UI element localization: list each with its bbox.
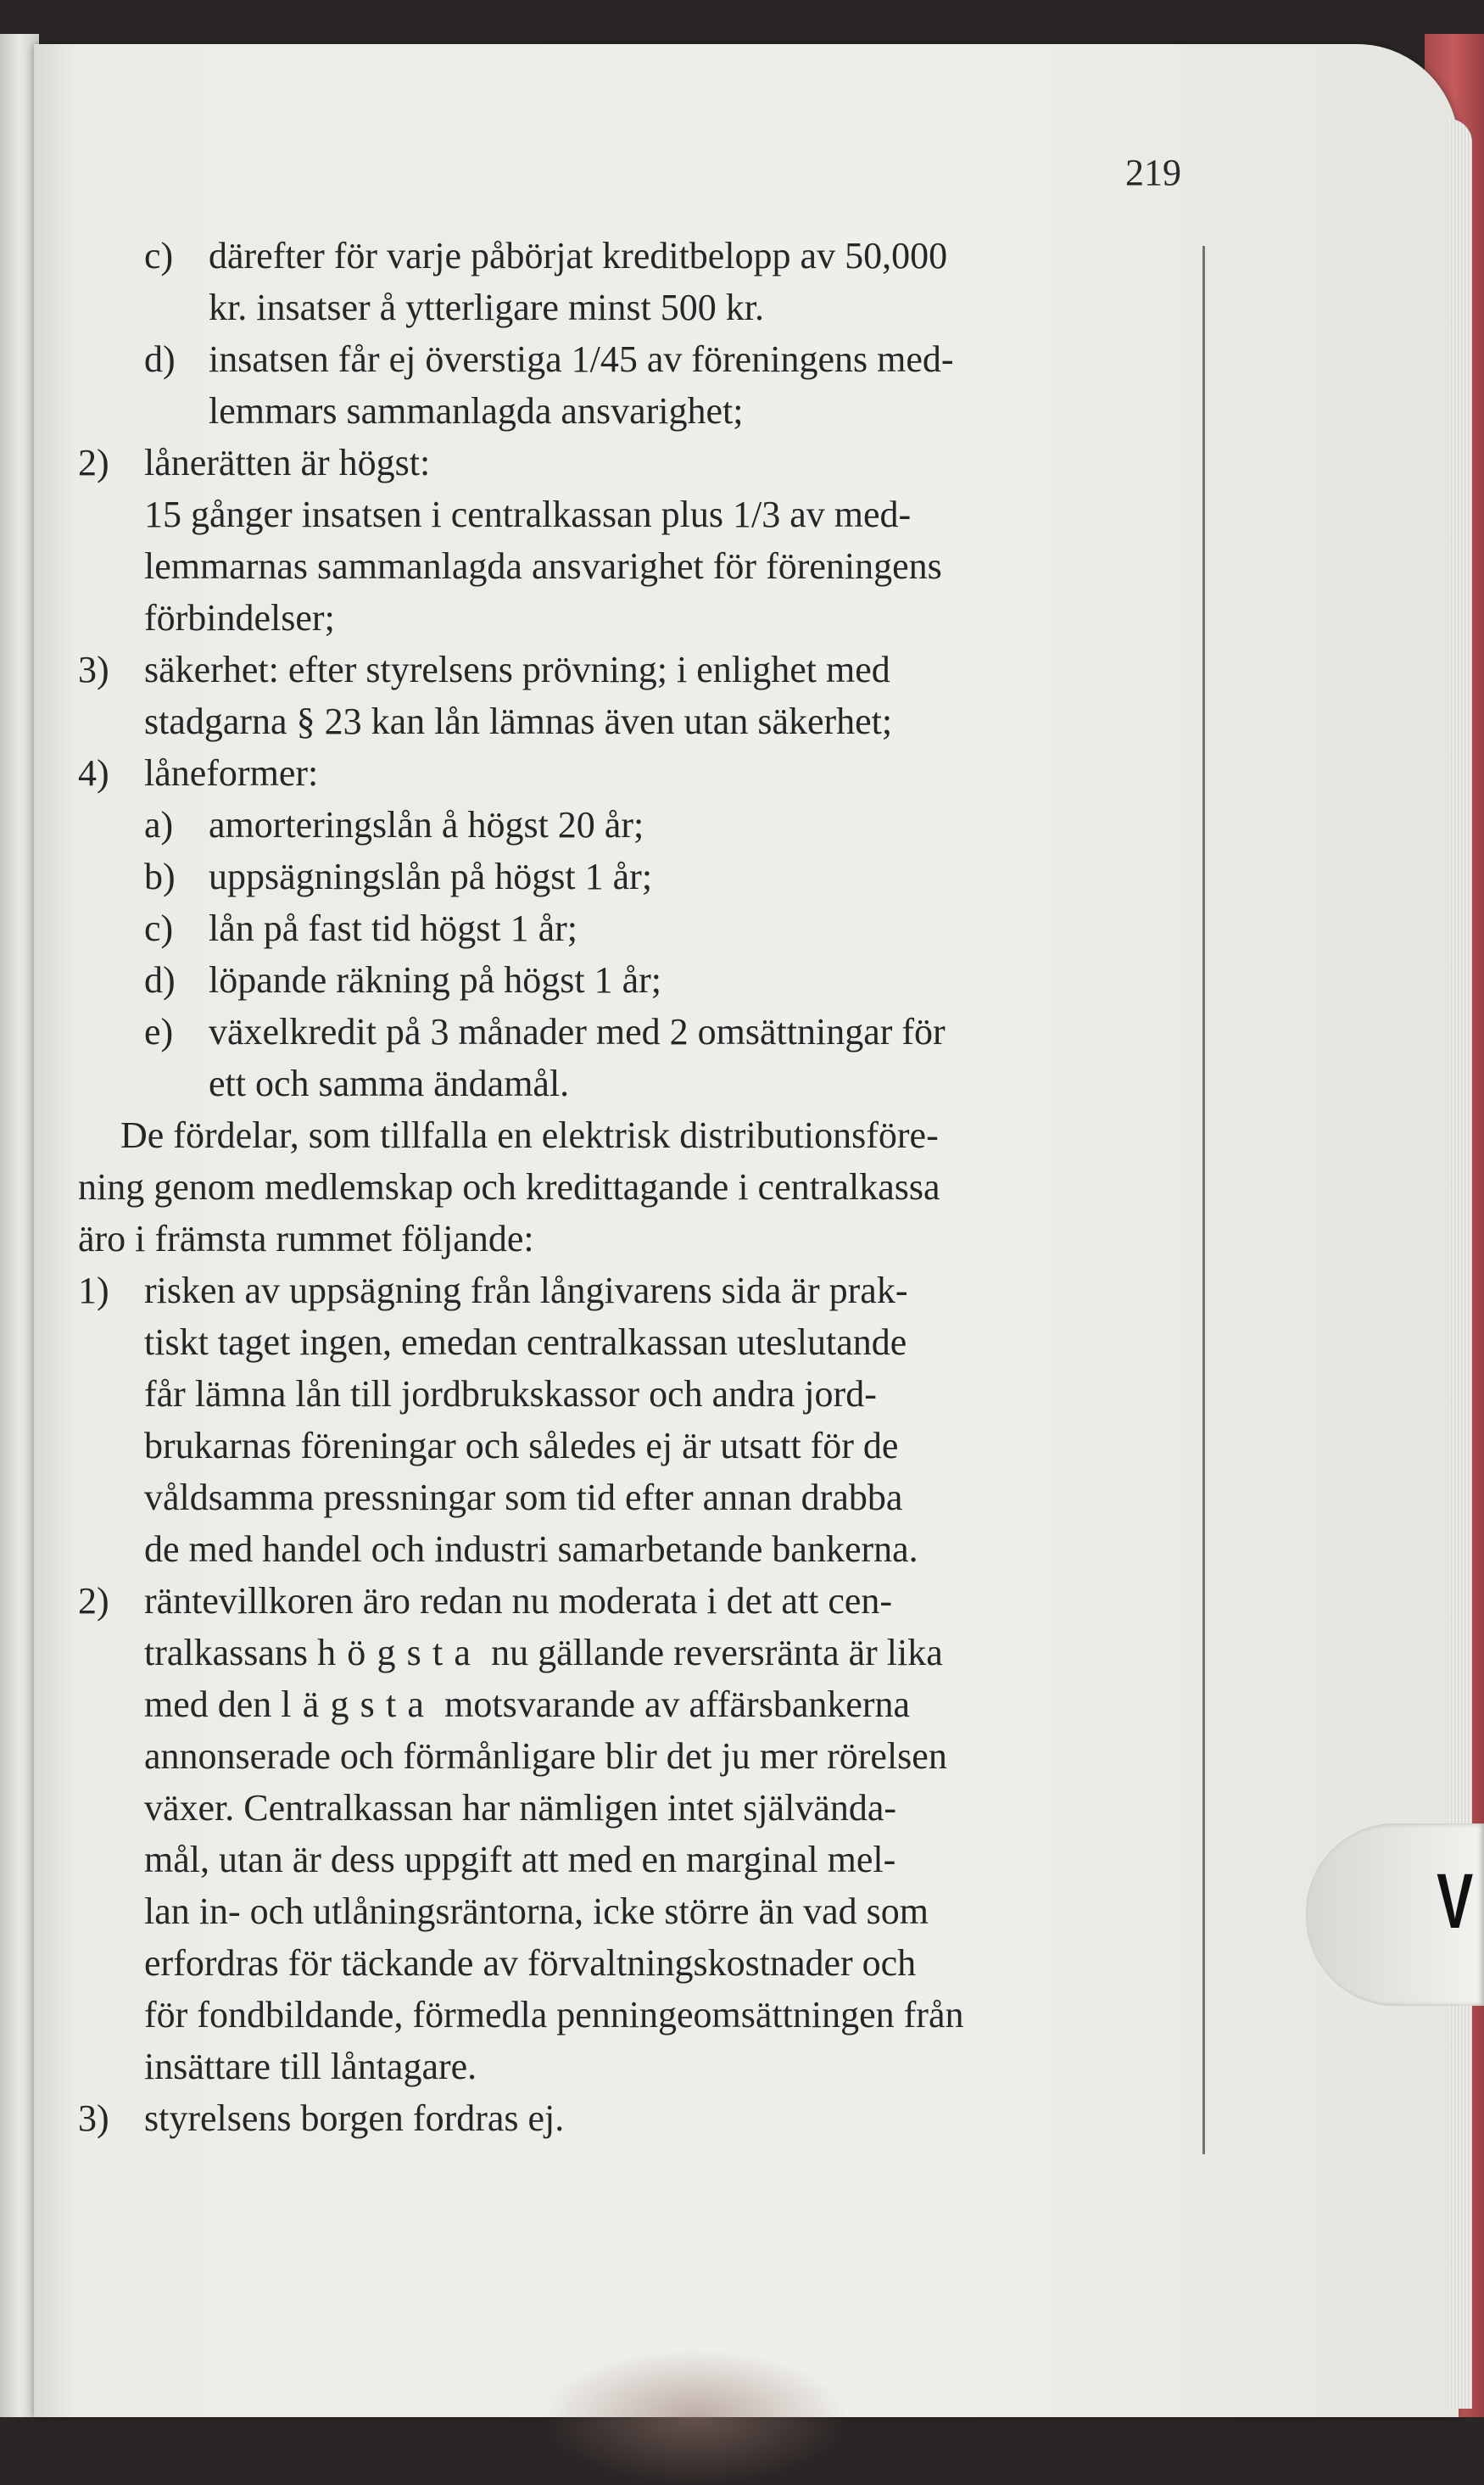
line-text: mål, utan är dess uppgift att med en marginal mel- (144, 1839, 896, 1880)
line-text: uppsägningslån på högst 1 år; (209, 856, 653, 897)
page-stack-edge (1448, 119, 1472, 2409)
page-number: 219 (1125, 152, 1181, 193)
list-marker: 4) (78, 752, 109, 794)
list-marker: c) (144, 235, 174, 276)
thumb-index-letter: V (1437, 1858, 1474, 1945)
line-text: de med handel och industri samarbetande bankerna. (144, 1528, 918, 1570)
list-marker: 2) (78, 1580, 109, 1622)
line-text: lånerätten är högst: (144, 442, 431, 483)
line-text: amorteringslån å högst 20 år; (209, 804, 644, 846)
line-text: växer. Centralkassan har nämligen intet självända- (144, 1787, 897, 1829)
finger-shadow (543, 2349, 848, 2485)
line-text: 15 gånger insatsen i centralkassan plus 1/3 av med- (144, 494, 912, 535)
line-text: lan in- och utlåningsräntorna, icke större än vad som (144, 1890, 929, 1932)
emphasized-word: högsta (317, 1632, 483, 1673)
list-marker: a) (144, 804, 174, 846)
list-marker: 3) (78, 2097, 109, 2139)
line-text: äro i främsta rummet följande: (78, 1218, 534, 1259)
line-text: erfordras för täckande av förvaltningskostnader och (144, 1942, 917, 1984)
line-text: därefter för varje påbörjat kreditbelopp av 50,000 (209, 235, 948, 276)
line-text: risken av uppsägning från långivarens sida är prak- (144, 1270, 908, 1311)
line-text: lemmars sammanlagda ansvarighet; (209, 390, 744, 432)
line-text: ett och samma ändamål. (209, 1063, 570, 1104)
line-text: lån på fast tid högst 1 år; (209, 907, 578, 949)
line-text: insättare till låntagare. (144, 2046, 477, 2087)
line-text: våldsamma pressningar som tid efter annan drabba (144, 1477, 903, 1518)
line-text: förbindelser; (144, 597, 335, 639)
list-marker: c) (144, 907, 174, 949)
line-text: lemmarnas sammanlagda ansvarighet för föreningens (144, 545, 942, 587)
line-text: stadgarna § 23 kan lån lämnas även utan säkerhet; (144, 701, 893, 742)
line-text: tiskt taget ingen, emedan centralkassan uteslutande (144, 1321, 907, 1363)
line-text: tralkassans högsta nu gällande reversränta är lika (144, 1632, 943, 1673)
line-text: brukarnas föreningar och således ej är utsatt för de (144, 1425, 899, 1466)
line-text: växelkredit på 3 månader med 2 omsättningar för (209, 1011, 946, 1053)
list-marker: d) (144, 338, 176, 380)
line-text: De fördelar, som tillfalla en elektrisk distributionsföre- (120, 1114, 939, 1156)
emphasized-word: lägsta (281, 1684, 436, 1725)
line-text: med den lägsta motsvarande av affärsbankerna (144, 1684, 911, 1725)
list-marker: 3) (78, 649, 109, 690)
line-text: löpande räkning på högst 1 år; (209, 959, 661, 1001)
line-text: ning genom medlemskap och kredittagande i centralkassa (78, 1166, 940, 1208)
line-text: styrelsens borgen fordras ej. (144, 2097, 565, 2139)
line-text: för fondbildande, förmedla penningeomsättningen från (144, 1994, 964, 2035)
line-text: får lämna lån till jordbrukskassor och andra jord- (144, 1373, 877, 1415)
list-marker: b) (144, 856, 176, 897)
list-marker: d) (144, 959, 176, 1001)
line-text: insatsen får ej överstiga 1/45 av föreningens med- (209, 338, 954, 380)
list-marker: 2) (78, 442, 109, 483)
line-text: räntevillkoren äro redan nu moderata i det att cen- (144, 1580, 893, 1622)
list-marker: e) (144, 1011, 174, 1053)
margin-rule (1202, 246, 1205, 2154)
line-text: kr. insatser å ytterligare minst 500 kr. (209, 287, 764, 328)
line-text: annonserade och förmånligare blir det ju mer rörelsen (144, 1735, 947, 1777)
thumb-index-tab[interactable] (1306, 1823, 1484, 2006)
line-text: låneformer: (144, 752, 319, 794)
line-text: säkerhet: efter styrelsens prövning; i enlighet med (144, 649, 890, 690)
list-marker: 1) (78, 1270, 109, 1311)
